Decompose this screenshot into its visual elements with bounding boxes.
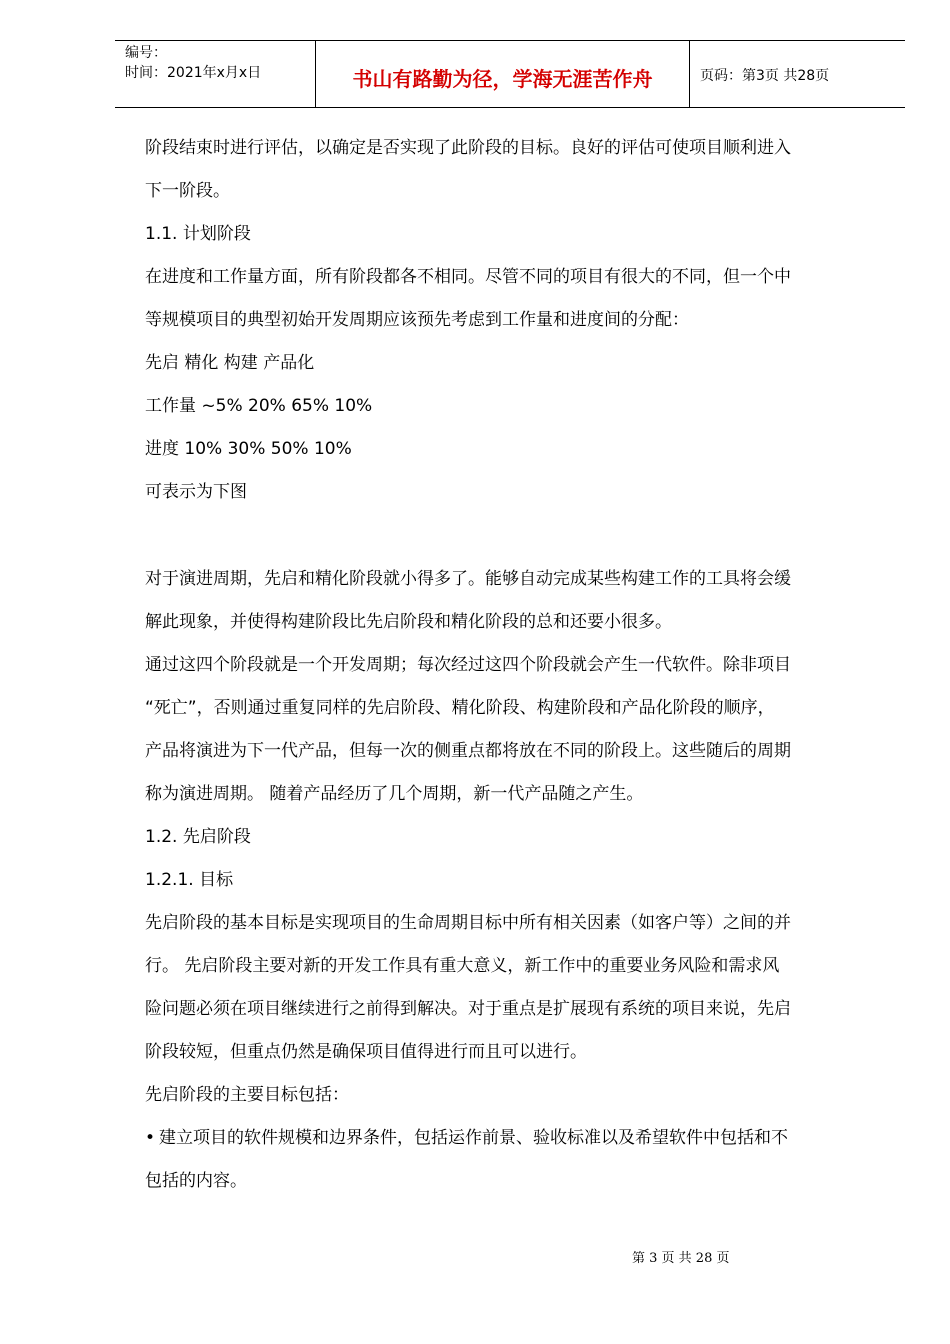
- bullet-icon: •: [145, 1128, 156, 1148]
- paragraph-line: 行。 先启阶段主要对新的开发工作具有重大意义，新工作中的重要业务风险和需求风: [145, 956, 780, 976]
- subsection-heading: 1.2.1. 目标: [145, 870, 234, 890]
- paragraph-line: 等规模项目的典型初始开发周期应该预先考虑到工作量和进度间的分配：: [145, 310, 689, 330]
- paragraph-line: 产品将演进为下一代产品，但每一次的侧重点都将放在不同的阶段上。这些随后的周期: [145, 741, 791, 761]
- date-label: 时间：2021年x月x日: [125, 65, 262, 81]
- paragraph-line: 可表示为下图: [145, 482, 247, 502]
- bullet-item: [145, 1127, 788, 1149]
- page-footer: 第 3 页 共 28 页: [632, 1251, 730, 1266]
- bullet-text: 建立项目的软件规模和边界条件，包括运作前景、验收标准以及希望软件中包括和不: [159, 1128, 788, 1148]
- paragraph-line: 在进度和工作量方面，所有阶段都各不相同。尽管不同的项目有很大的不同，但一个中: [145, 267, 791, 287]
- paragraph-line: 先启阶段的基本目标是实现项目的生命周期目标中所有相关因素（如客户等）之间的并: [145, 913, 791, 933]
- document-header: [115, 40, 905, 108]
- workload-row: 工作量 ~5% 20% 65% 10%: [145, 396, 373, 416]
- paragraph-line: 阶段较短，但重点仍然是确保项目值得进行而且可以进行。: [145, 1042, 587, 1062]
- paragraph-line: 包括的内容。: [145, 1171, 247, 1191]
- section-heading: 1.2. 先启阶段: [145, 827, 251, 847]
- schedule-row: 进度 10% 30% 50% 10%: [145, 439, 352, 459]
- number-label: 编号：: [125, 45, 167, 61]
- paragraph-line: 通过这四个阶段就是一个开发周期；每次经过这四个阶段就会产生一代软件。除非项目: [145, 655, 791, 675]
- paragraph-line: 险问题必须在项目继续进行之前得到解决。对于重点是扩展现有系统的项目来说，先启: [145, 999, 791, 1019]
- paragraph-line: 下一阶段。: [145, 181, 230, 201]
- phase-header-row: 先启 精化 构建 产品化: [145, 353, 315, 373]
- paragraph-line: 对于演进周期，先启和精化阶段就小得多了。能够自动完成某些构建工作的工具将会缓: [145, 569, 791, 589]
- page-info: 页码：第3页 共28页: [700, 68, 830, 84]
- header-page-cell: [690, 41, 905, 107]
- paragraph-line: 先启阶段的主要目标包括：: [145, 1085, 349, 1105]
- motto-text: 书山有路勤为径，学海无涯苦作舟: [352, 67, 653, 91]
- section-heading: 1.1. 计划阶段: [145, 224, 251, 244]
- paragraph-line: 解此现象，并使得构建阶段比先启阶段和精化阶段的总和还要小很多。: [145, 612, 672, 632]
- header-motto-cell: [316, 41, 690, 107]
- header-meta-cell: [115, 41, 316, 107]
- paragraph-line: “死亡”，否则通过重复同样的先启阶段、精化阶段、构建阶段和产品化阶段的顺序，: [145, 698, 775, 718]
- paragraph-line: 称为演进周期。 随着产品经历了几个周期，新一代产品随之产生。: [145, 784, 644, 804]
- paragraph-line: 阶段结束时进行评估，以确定是否实现了此阶段的目标。良好的评估可使项目顺利进入: [145, 138, 791, 158]
